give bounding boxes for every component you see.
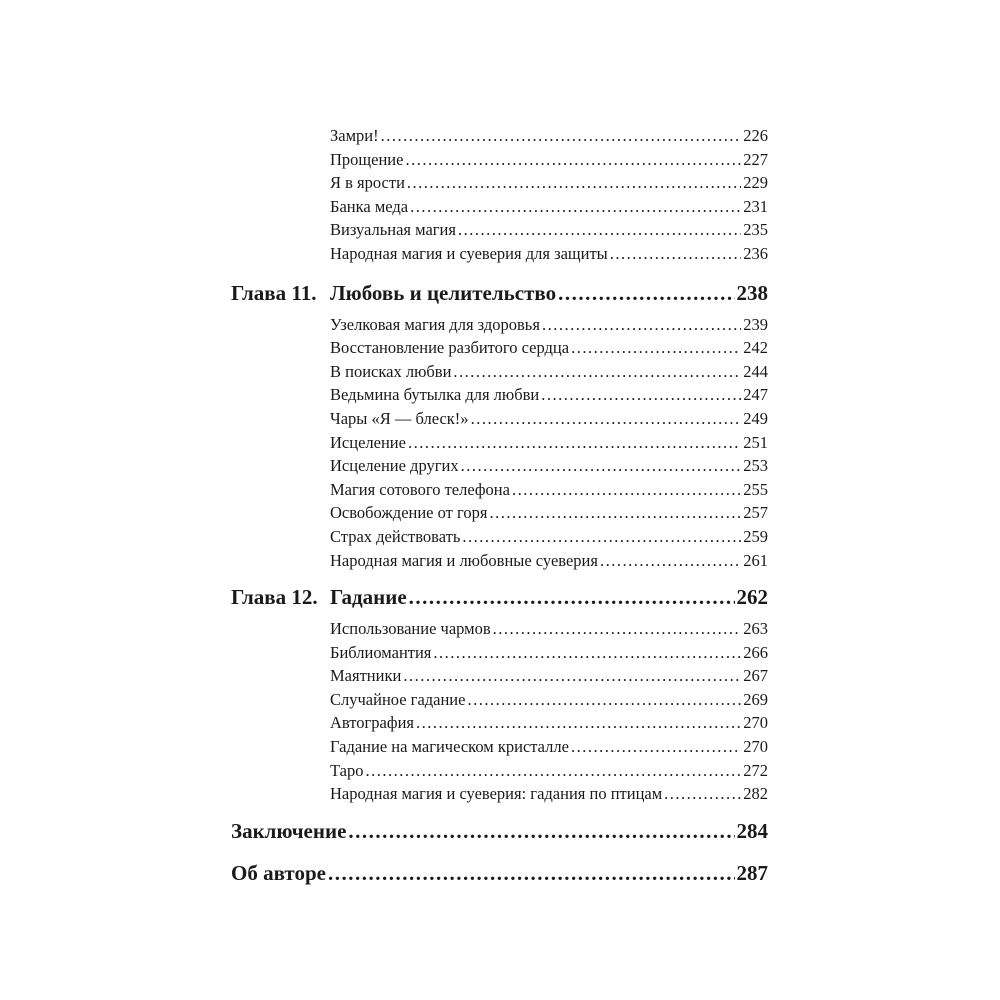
toc-entry-page: 242 (743, 338, 768, 358)
dot-leader (471, 407, 742, 431)
dot-leader (610, 242, 742, 266)
toc-entry-page: 261 (743, 550, 768, 570)
toc-entry-title: Случайное гадание (330, 689, 466, 709)
toc-entry-page: 251 (743, 432, 768, 452)
toc-entry-page: 267 (743, 666, 768, 686)
dot-leader (541, 383, 741, 407)
toc-entry-title: Страх действовать (330, 526, 461, 546)
dot-leader (328, 856, 735, 890)
toc-entry-title: Библиомантия (330, 642, 432, 662)
toc-entry (330, 148, 768, 172)
toc-entry (330, 711, 768, 735)
toc-entry-title: Замри! (330, 126, 379, 145)
toc-entry-page: 269 (743, 689, 768, 709)
toc-entry (330, 617, 768, 641)
toc-entry-page: 266 (743, 642, 768, 662)
toc-entry (330, 124, 768, 148)
toc-entry-title: Банка меда (330, 196, 409, 216)
chapter-number: Глава 12. (231, 585, 318, 610)
toc-entry (330, 431, 768, 455)
dot-leader (467, 688, 741, 712)
dot-leader (558, 276, 734, 310)
toc-entry-title: Чары «Я — блеск!» (330, 408, 469, 428)
about-author-title: Об авторе (231, 860, 326, 885)
dot-leader (408, 431, 741, 455)
toc-entry-page: 255 (743, 479, 768, 499)
chapter-title: Гадание (330, 585, 407, 610)
dot-leader (493, 617, 742, 641)
dot-leader (461, 454, 742, 478)
dot-leader (416, 711, 741, 735)
toc-entry-page: 253 (743, 456, 768, 476)
toc-entry-title: Восстановление разбитого сердца (330, 338, 570, 358)
dot-leader (462, 525, 741, 549)
dot-leader (664, 782, 741, 806)
chapter-page: 262 (736, 585, 768, 610)
toc-entry-title: Народная магия и любовные суеверия (330, 550, 598, 570)
dot-leader (433, 641, 741, 665)
toc-entry (330, 478, 768, 502)
toc-entry-title: Исцеление (330, 432, 406, 452)
toc-entry (330, 407, 768, 431)
dot-leader (403, 664, 741, 688)
dot-leader (542, 313, 741, 337)
toc-entry-title: Визуальная магия (330, 220, 456, 240)
chapter-number: Глава 11. (231, 280, 317, 305)
dot-leader (458, 218, 741, 242)
toc-entry (330, 549, 768, 573)
toc-about-author (231, 856, 768, 890)
toc-entry-title: Гадание на магическом кристалле (330, 737, 569, 757)
toc-entry (330, 688, 768, 712)
toc-entry (330, 759, 768, 783)
toc-entry-page: 235 (743, 220, 768, 240)
toc-entry-title: Ведьмина бутылка для любви (330, 385, 540, 405)
dot-leader (409, 580, 735, 614)
toc-entry (330, 195, 768, 219)
dot-leader (571, 336, 741, 360)
toc-entry-page: 231 (743, 196, 768, 216)
toc-entry (330, 242, 768, 266)
dot-leader (381, 124, 742, 148)
toc-entry-page: 270 (743, 713, 768, 733)
toc-entry-page: 226 (743, 126, 768, 145)
toc-entry-title: Автография (330, 713, 414, 733)
table-of-contents (231, 124, 768, 893)
dot-leader (512, 478, 741, 502)
toc-entry-title: Исцеление других (330, 456, 459, 476)
toc-entry-page: 259 (743, 526, 768, 546)
toc-entry-page: 263 (743, 619, 768, 639)
dot-leader (366, 759, 742, 783)
toc-entry (330, 454, 768, 478)
toc-entry-title: Народная магия и суеверия для защиты (330, 243, 608, 263)
conclusion-title: Заключение (231, 818, 347, 843)
toc-entry-page: 272 (743, 760, 768, 780)
dot-leader (571, 735, 741, 759)
chapter-page: 238 (736, 280, 768, 305)
chapter-title: Любовь и целительство (330, 280, 557, 305)
toc-entry-title: Узелковая магия для здоровья (330, 314, 540, 334)
dot-leader (348, 814, 734, 848)
toc-entry (330, 501, 768, 525)
dot-leader (405, 148, 741, 172)
toc-entry-title: Народная магия и суеверия: гадания по птицам (330, 784, 663, 804)
toc-entry-page: 227 (743, 149, 768, 169)
toc-entry (330, 313, 768, 337)
toc-entry-page: 247 (743, 385, 768, 405)
toc-entry (330, 336, 768, 360)
toc-chapter-11 (231, 276, 768, 310)
dot-leader (410, 195, 741, 219)
dot-leader (453, 360, 741, 384)
toc-entry-title: Освобождение от горя (330, 503, 488, 523)
about-author-page: 287 (736, 860, 768, 885)
toc-entry-title: Использование чармов (330, 619, 491, 639)
conclusion-page: 284 (736, 818, 768, 843)
toc-entry (330, 782, 768, 806)
toc-entry-page: 270 (743, 737, 768, 757)
dot-leader (407, 171, 741, 195)
toc-entry-page: 239 (743, 314, 768, 334)
toc-entry-page: 249 (743, 408, 768, 428)
toc-entry (330, 360, 768, 384)
dot-leader (600, 549, 741, 573)
dot-leader (489, 501, 741, 525)
toc-entry-page: 244 (743, 361, 768, 381)
toc-entry-title: Я в ярости (330, 173, 405, 193)
toc-entry (330, 735, 768, 759)
toc-entry-page: 282 (743, 784, 768, 804)
toc-entry (330, 383, 768, 407)
toc-conclusion (231, 814, 768, 848)
toc-entry (330, 664, 768, 688)
toc-entry-title: Маятники (330, 666, 402, 686)
toc-chapter-12 (231, 580, 768, 614)
toc-entry-page: 257 (743, 503, 768, 523)
toc-entry-title: Таро (330, 760, 364, 780)
toc-entry (330, 218, 768, 242)
toc-entry-page: 229 (743, 173, 768, 193)
toc-entry-page: 236 (743, 243, 768, 263)
toc-entry-title: Магия сотового телефона (330, 479, 510, 499)
toc-entry (330, 525, 768, 549)
toc-entry-title: В поисках любви (330, 361, 452, 381)
toc-entry-title: Прощение (330, 149, 404, 169)
toc-entry (330, 641, 768, 665)
toc-entry (330, 171, 768, 195)
